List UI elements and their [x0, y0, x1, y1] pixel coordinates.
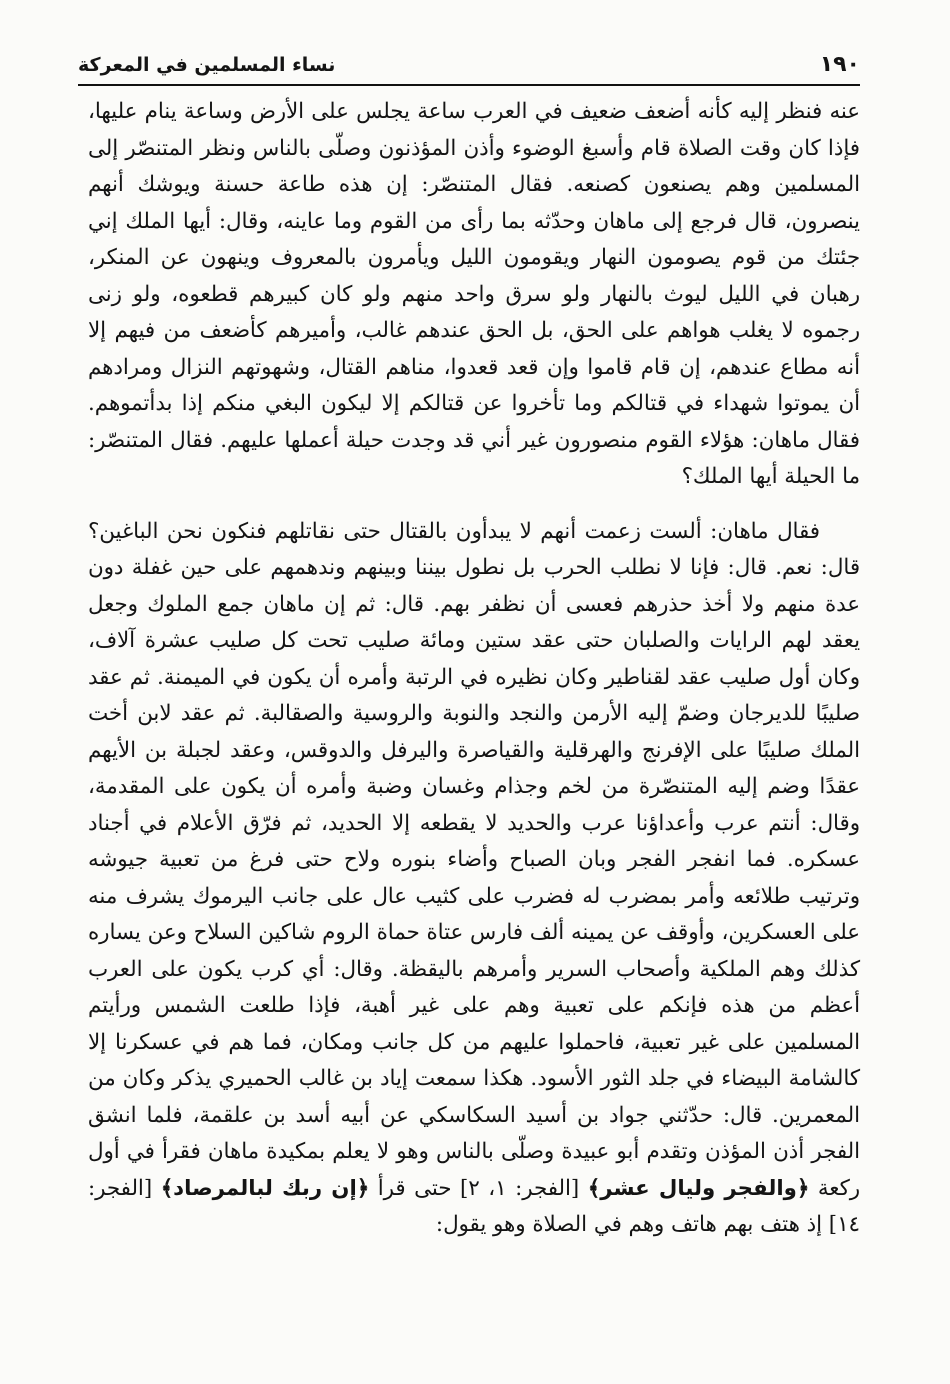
verse-reference: [الفجر: ١، ٢]: [459, 1175, 580, 1201]
verse-reference: [الفجر: ١٤]: [88, 1175, 860, 1237]
paragraph: [88, 514, 860, 1244]
closing-text: إذ هتف بهم هاتف وهم في الصلاة وهو يقول:: [435, 1212, 823, 1237]
running-title: نساء المسلمين في المعركة: [78, 54, 336, 76]
connector-text: حتى قرأ: [377, 1175, 452, 1201]
header-rule: [78, 84, 860, 86]
paragraph-text: فقال ماهان: ألست زعمت أنهم لا يبدأون بالقتال حتى نقاتلهم فنكون نحن الباغين؟ قال: نعم. قال: فإنا لا نطلب الحرب بل نطول بيننا وبينهم وندهمهم على حين غفلة دون عدة منهم ولا أخذ حذرهم فعسى أن نظفر بهم. قال: ثم إن ماهان جمع الملوك وجعل يعقد لهم الرايات والصلبان حتى عقد ستين ومائة صليب تحت كل صليب عشرة آلاف، وكان أول صليب عقد لقناطير وكان نظيره في الرتبة وأمره أن يكون في الميمنة. ثم عقد صليبًا للديرجان وضمّ إليه الأرمن والنجد والنوبة والروسية والصقالبة. ثم عقد لابن أخت الملك صليبًا على الإفرنج والهرقلية والقياصرة واليرفل والدوقس، وعقد لجبلة بن الأيهم عقدًا وضم إليه المتنصّرة من لخم وجذام وغسان وضبة وأمره أن يكون على المقدمة، وقال: أنتم عرب وأعداؤنا عرب والحديد لا يقطعه إلا الحديد، ثم فرّق الأعلام في أجناد عسكره. فما انفجر الفجر وبان الصباح وأضاء بنوره ولاح حتى فرغ من تعبية جيوشه وترتيب طلائعه وأمر بمضرب له فضرب على كثيب عال على جانب اليرموك يشرف منه على العسكرين، وأوقف عن يمينه ألف فارس عتاة حماة الروم شاكين السلاح وعن يساره كذلك وهم الملكية وأصحاب السرير وأمرهم باليقظة. وقال: أي كرب يكون على العرب أعظم من هذه فإنكم على تعبية وهم على غير أهبة، فإذا طلعت الشمس ورأيتم المسلمين على غير تعبية، فاحملوا عليهم من كل جانب ومكان، فما هم في عسكرنا إلا كالشامة البيضاء في جلد الثور الأسود. هكذا سمعت إياد بن غالب الحميري يذكر وكان من المعمرين. قال: حدّثني جواد بن أسيد السكاسكي عن أبيه أسد بن علقمة، فلما انشق الفجر أذن المؤذن وتقدم أبو عبيدة وصلّى بالناس وهو لا يعلم بمكيدة ماهان فقرأ في أول ركعة: [88, 518, 860, 1201]
quran-verse: ﴿إن ربك لبالمرصاد﴾: [160, 1175, 370, 1201]
page-header: [78, 52, 860, 82]
page-number: ١٩٠: [819, 52, 860, 77]
paragraph: عنه فنظر إليه كأنه أضعف ضعيف في العرب ساعة يجلس على الأرض وساعة ينام عليها، فإذا كان وقت الصلاة قام وأسبغ الوضوء وأذن المؤذنون وصلّى بالناس ونظر المتنصّر إلى المسلمين وهم يصنعون كصنعه. فقال المتنصّر: إن هذه طاعة حسنة ويوشك أنهم ينصرون، قال فرجع إلى ماهان وحدّثه بما رأى من القوم وما عاينه، وقال: أيها الملك إني جئتك من قوم يصومون النهار ويقومون الليل ويأمرون بالمعروف وينهون عن المنكر، رهبان في الليل ليوث بالنهار ولو سرق واحد منهم ولو كان كبيرهم قطعوه، ولو زنى رجموه لا يغلب هواهم على الحق، بل الحق عندهم غالب، وأميرهم كأضعف من فيهم إلا أنه مطاع عندهم، إن قام قاموا وإن قعد قعدوا، مناهم القتال، وشهوتهم النزال ومرادهم أن يموتوا شهداء في قتالكم وما تأخروا عن قتالكم إلا ليكون البغي منكم إذا بدأتموهم. فقال ماهان: هؤلاء القوم منصورون غير أني قد وجدت حيلة أعملها عليهم. فقال المتنصّر: ما الحيلة أيها الملك؟: [88, 99, 860, 489]
body-text: [88, 94, 860, 1244]
quran-verse: ﴿والفجر وليال عشر﴾: [587, 1175, 810, 1201]
